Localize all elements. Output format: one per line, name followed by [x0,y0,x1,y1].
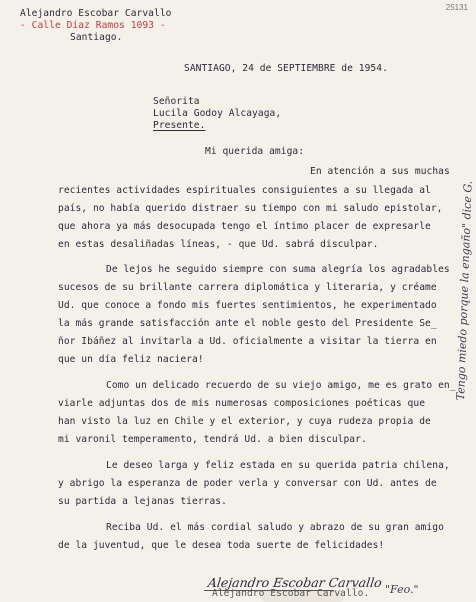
archive-number: 25131 [445,3,468,12]
body-line: Como un delicado recuerdo de su viejo amigo, me es grato en_ [106,380,456,391]
handwritten-margin-note: Tengo miedo porque la engaño" dice G. [454,180,475,401]
greeting: Mi querida amiga: [205,146,305,157]
handwritten-signature: Alejandro Escobar Carvallo [206,575,383,590]
body-line: que un día feliz naciera! [58,354,204,365]
sender-name: Alejandro Escobar Carvallo [20,8,172,19]
body-line: mi varonil temperamento, tendrá Ud. a bien disculpar. [58,434,367,445]
body-line: y abrigo la esperanza de poder verla y conversar con Ud. antes de [58,478,437,489]
body-line: viarle adjuntas dos de mis numerosas composiciones poéticas que [58,398,426,409]
body-line: Le deseo larga y feliz estada en su querida patria chilena, [106,460,450,471]
recipient-presente: Presente. [153,120,206,131]
body-line: han visto la luz en Chile y el exterior, y cuya rudeza propia de [58,416,431,427]
body-line: su partida a lejanas tierras. [58,496,227,507]
body-line: la más grande satisfacción ante el noble gesto del Presidente Se_ [58,318,437,329]
date-line: SANTIAGO, 24 de SEPTIEMBRE de 1954. [184,63,388,74]
body-line: Ud. que conoce a fondo mis fuertes sentimientos, he experimentado [58,300,437,311]
sender-city: Santiago. [70,32,123,43]
body-line: de la juventud, que le desea toda suerte de felicidades! [58,540,385,551]
typed-signature: Alejandro Escobar Carvallo. [212,588,370,599]
body-line: país, no había querido distraer su tiempo con mi saludo epistolar, [58,203,443,214]
handwritten-bottom-note: "Feo." [385,583,419,596]
body-line: recientes actividades espirituales consiguientes a su llegada al [58,185,431,196]
body-line: en estas desaliñadas líneas, - que Ud. sabrá disculpar. [58,239,379,250]
body-line: que ahora ya más desocupada tengo el íntimo placer de expresarle [58,221,431,232]
body-line: sucesos de su brillante carrera diplomática y literaria, y créame [58,282,437,293]
recipient-salutation: Señorita [153,96,200,107]
body-line: En atención a sus muchas [310,166,450,177]
body-line: Reciba Ud. el más cordial saludo y abrazo de su gran amigo [106,522,444,533]
recipient-name: Lucila Godoy Alcayaga, [153,108,282,119]
body-line: De lejos he seguido siempre con suma alegría los agradables [106,264,450,275]
body-line: ñor Ibáñez al invitarla a Ud. oficialmente a visitar la tierra en [58,336,437,347]
sender-address: - Calle Díaz Ramos 1093 - [20,20,166,31]
